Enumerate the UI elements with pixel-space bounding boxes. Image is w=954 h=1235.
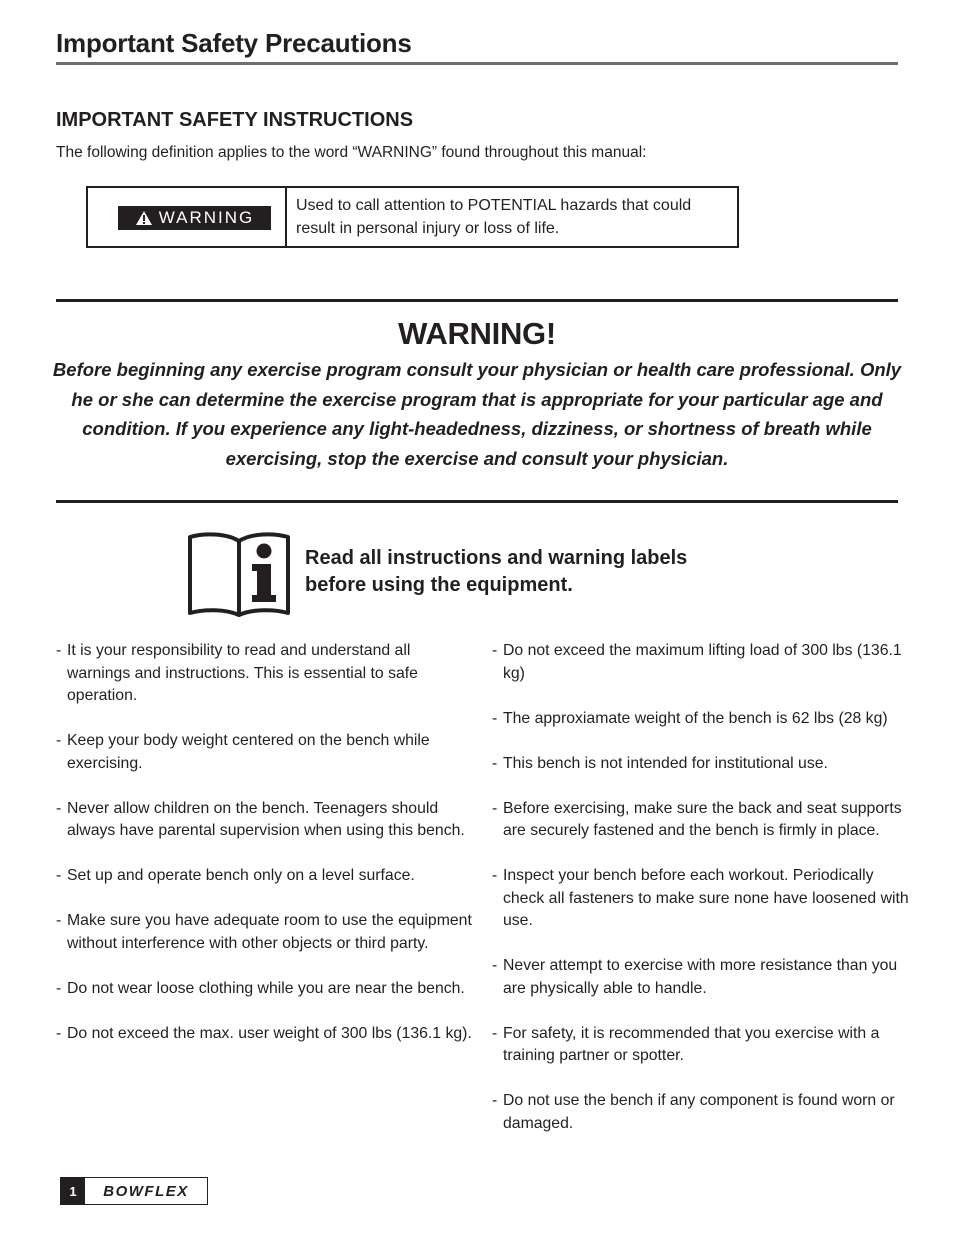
warning-triangle-icon	[135, 210, 153, 226]
list-item: - Keep your body weight centered on the bench while exercising.	[56, 730, 476, 775]
read-instructions-notice	[305, 545, 775, 599]
list-item: - Do not exceed the maximum lifting load of 300 lbs (136.1 kg)	[492, 640, 912, 685]
list-item: - Make sure you have adequate room to use the equipment without interference with other objects or third party.	[56, 910, 476, 955]
page-footer	[60, 1177, 208, 1205]
title-rule	[56, 62, 898, 65]
list-item: - The approxiamate weight of the bench is 62 lbs (28 kg)	[492, 708, 912, 731]
warning-label	[118, 206, 271, 230]
table-divider	[285, 188, 287, 246]
list-item: - Do not use the bench if any component is found worn or damaged.	[492, 1090, 912, 1135]
list-item: - For safety, it is recommended that you exercise with a training partner or spotter.	[492, 1023, 912, 1068]
section-heading: IMPORTANT SAFETY INSTRUCTIONS	[56, 109, 414, 131]
list-item: - Never allow children on the bench. Teenagers should always have parental supervision when using this bench.	[56, 798, 476, 843]
warning-rule-bottom	[56, 500, 898, 503]
list-item: - Inspect your bench before each workout. Periodically check all fasteners to make sure none have loosened with use.	[492, 865, 912, 933]
list-item: - Set up and operate bench only on a level surface.	[56, 865, 476, 888]
read-notice-line2: before using the equipment.	[305, 574, 573, 596]
list-item: - Do not exceed the max. user weight of 300 lbs (136.1 kg).	[56, 1023, 476, 1046]
instructions-right-column	[492, 640, 912, 1158]
page-title: Important Safety Precautions	[56, 28, 412, 58]
page-number: 1	[61, 1178, 85, 1204]
warning-body: Before beginning any exercise program consult your physician or health care professional. Only he or she can determine the exercise program that is appropriate for your particular age and condition. If you experience any light-headedness, dizziness, or shortness of breath while exercising, stop the exercise and consult your physician.	[52, 359, 902, 469]
warning-label-text: WARNING	[158, 208, 255, 227]
warning-heading: WARNING!	[398, 316, 556, 351]
warning-definition-text: Used to call attention to POTENTIAL hazards that could result in personal injury or loss of life.	[296, 197, 692, 237]
list-item: - Never attempt to exercise with more resistance than you are physically able to handle.	[492, 955, 912, 1000]
brand-logo: BOWFLEX	[103, 1182, 189, 1200]
read-notice-line1: Read all instructions and warning labels	[305, 547, 688, 569]
info-book-icon	[186, 531, 292, 622]
warning-definition-table	[86, 186, 739, 248]
list-item: - This bench is not intended for institutional use.	[492, 753, 912, 776]
instructions-left-column	[56, 640, 476, 1068]
definition-intro: The following definition applies to the word “WARNING” found throughout this manual:	[56, 144, 647, 161]
warning-rule-top	[56, 299, 898, 302]
list-item: - Before exercising, make sure the back and seat supports are securely fastened and the bench is firmly in place.	[492, 798, 912, 843]
list-item: - It is your responsibility to read and understand all warnings and instructions. This is essential to safe operation.	[56, 640, 476, 708]
list-item: - Do not wear loose clothing while you are near the bench.	[56, 978, 476, 1001]
